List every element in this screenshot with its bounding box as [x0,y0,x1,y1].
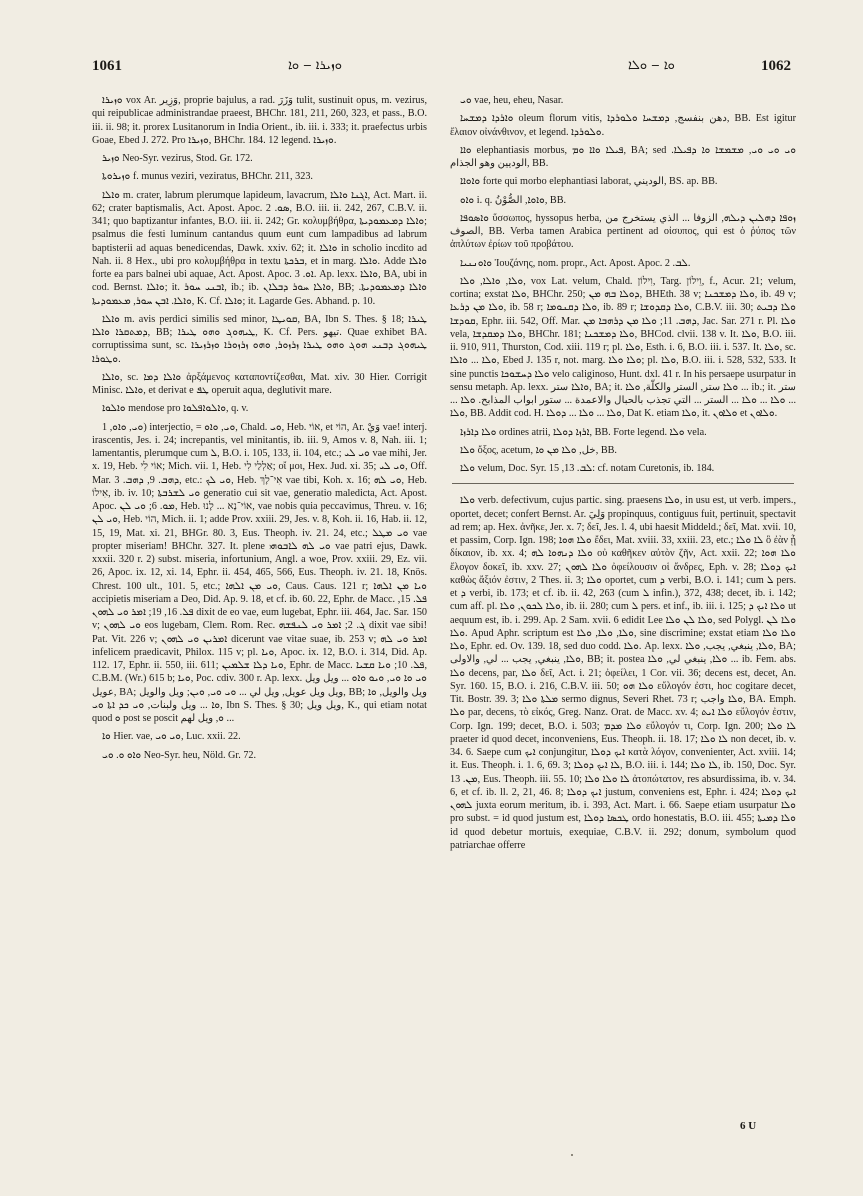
entry-paragraph: ܘܐܪܕܐ ܕܡܫܚܐ oleum florum vitis, دهن بنفسج, ܕܡܫܚܐ ܘܠܘܪܕܐ, BB. Est igitur ἔλαιον οἰνάνθινον, et legend. ܘܠܘܪܕܐ. [450,113,796,138]
entry-paragraph: ܘܙܝܪ Neo-Syr. vezirus, Stod. Gr. 172. [102,153,253,164]
entry-paragraph: ܘܐܣܘܦܐ ὕσσωπος, hyssopus herba, ܙܘܦܐ ܕܗܠܝܢ ܕܝܠܗ, الزوفا ... الذي يستخرج من الصوف, BB. Verba tamen Arabica pertinent ad οἰσυπος, qui est ὁ ῥύπος τῶν ἀπλύτων ἐρίων τοῦ προβάτου. [450,212,796,251]
page-header [92,58,791,80]
entry-paragraph: ܘܙܝܪܐ vox Ar. وَزِير, proprie bajulus, a rad. وَزَرَ tulit, sustinuit opus, m. vezirus, qui reipublicae administrandae praeest, BHChr. 181, 211, 260, 323, et pass., B.O. iii. ii. 98; it. prorex Lusitanorum in India Orient., ib. iii. i. 333; it. praefectus urbis Goae, Ebed J. 272. Pro ܘܙܝܪܐ, BHChr. 184. 12 legend. ܘܙܝܪܐ. [92,95,427,146]
entry-paragraph: ܘܠܐ, ܘܐܠܐ, ܘܠܐ, vox Lat. velum, Chald. וִילוֹן, Targ. וֵילוֹן, f., Acur. 21; velum, cortina; exstat ܘܠܐ, BHChr. 250; ܕܘܠܐ ܒܗ ܡܢ, BHEth. 38 v; ܘܠܐ ܕܡܫܟܢܐ, ib. 49 v; ܘܠܐ ܡܢ ܕܪܥܐ, ib. 58 r; ܘܠܐ ܕܩܢܘܡܐ, ib. 89 r; ܘܠܐ ܕܩܕܘܫܐ, C.B.V. iii. 30; ܘܠܐ ܕܒܝܬ ܩܘܕܫܐ, Ephr. iii. 542, Off. Mar. ܕܗܒ. 11; ܘܠܐ ܡܢ ܕܪܗܒܐ ܡܢ, Jac. Sar. 271 r. Pl. ܘܠܐ vela, ܘܠܐ ܕܡܩܕܫܐ, BHChr. 181; ܘܠܐ ܕܡܫܟܢܐ, BHCod. clvii. 138 v. It. ܘܠܐ, B.O. iii. ii. 910, 911, Thurston, Cod. xiii. 119 r; pl. ܘܠܐ, Esth. i. 6, B.O. iii. i. 537. It. ܘܠܐ, sc. ܘܠܐ ... ܘܐܠܐ, Ebed J. 135 r, not. marg. ܘܠܐ ܘܠܐ; pl. ܘܠܐ, B.O. iii. i. 528, 532, 533. It sine punctis ܘܠܐ ܕܚܫܘܟܐ velo caliginoso, Hunt. dxl. 41 r. In his persaepe usurpatur in sensu metaph. Ap. lexx. ܘܐܠܐ ستر, BA; it. ܘܠܐ ستر, الستر والكلّة, ܘܠܐ ... ib.; it. ستر ... ܘܠܐ ... ܘܠܐ ... الستر ... التي تجذب بالحبال والاعمدة ... ستور ابواب المذابح. ܘܠܐ ... ܘܠܐ, BB. Addit cod. H. ܘܠܐ ... ܘܠܐ ... ܕܘܠܐ, Dat K. etiam ܘܠܐ, it. ܘܠܐܘܢ et ܘܠܐܘܢ. [450,275,796,420]
section-divider [452,483,794,484]
running-head-left: ܘܙܝܪܐ ‒ ܘܐ [288,58,342,73]
entry-paragraph: ܘܐܘ ܘ. ܘܝ Neo-Syr. heu, Nöld. Gr. 72. [102,749,257,761]
entry-paragraph: ܘܐ Hier. vae, ܘܝ ܘܝ, Luc. xxii. 22. [102,731,241,743]
entry-paragraph: ܘܠܐ ὄξος, acetum, خل, ܘܠܐ ܡܢ ܘܐ, BB. [460,444,617,456]
entry-paragraph: ܘܐܠܐ m. avis perdici similis sed minor, ܩܘܝܛܐ, BA, Ibn S. Thes. § 18; ܛܝܪܐ ܕܡܬܩܪܐ ܘܐܠܐ, BB; ܛܝܗܘܓ ܘܗܘ ܛܝܪܐ, K. Cf. Pers. تیهو. Quae exhibet BA. corruptissima sunt, sc. ܛܝܗܘܓ ܕܒܢܝ ܗܘܓ ܘܗܘ ܛܝܪܐ ܙܪܙܘܪ, ܘܗܘ ܙܪܙܘܪܐ ܘܙܪܙܝܪܐ ܘܛܘܪܐ. [92,313,427,365]
entry-paragraph: ܘܐܠܐ, sc. ܘܐܠܐ ܕܡܐ ἀρξάμενος καταποντίζεσθαι, Mat. xiv. 30 Hier. Corrigit Minisc. ܘܐܠܐ, et derivat e ܛܦ operuit aqua, deglutivit mare. [92,371,427,396]
page-number-right: 1062 [761,58,791,74]
left-column [92,94,427,1118]
entry-paragraph: ܘܐܠܐ m. crater, labrum plerumque lapideum, lavacrum, ܐܓܢܐ ܘܐܠܐ, Act. Mart. ii. 62; crater baptismalis, Act. Apost. Apoc. ܣܘ. 2, B.O. iii. ii. 242, 267, C.B.V. ii. 341; quo baptizantur infantes, B.O. iii. ii. 242; Gr. κολυμβήθρα, ܘܐܠܐ ܕܡܥܡܘܕܝܬܐ; psalmus die festi luminum cantandus quum eunt cum lampadibus ad labrum baptisterii ad aquas benedicendas, Dawk. xxiv. 62; it. ܘܐܠܐ in scholio incdito ad Nah. ii. 8 Hex., ubi pro κολυμβήθρα in textu ܒܪܟܬܐ, et in marg. ܘܐܠܐ. Adde ܘܐܠܐ forte ea pars balnei ubi aquae, Act. Apost. Apoc. ܐܘ. 3. Ap. lexx. ܘܐܠܐ, BA, ubi in cod. Bernst. ܘܐܠܐ; it. ܐܒܢܝ ܚܘܪ, ib.; ib. ܘܐܠܐ ܚܘܪ ܕܒܠܐܢ, BB; ܘܐܠܐ ܕܡܥܡܘܕܝܬܐ. ܘܐܠܐ. ܐܒܢ ܚܘܪ, ܡܥܡܘܕܝܬܐ, K. Cf. ܘܐܠܐ; it. Lagarde Ges. Abhand. p. 10. [92,189,427,307]
running-head-right: ܘܐ ‒ ܘܠܐ [628,58,675,73]
entry-paragraph: ܘܝ vae, heu, eheu, Nasar. [460,95,564,106]
entry-paragraph: ܘܝ, ܘܐܘ, 1) interjectio, = ܘܝ, ܘܐܘ, Chald. ܘܝ, Heb. אוֹי, et הוֹי, Ar. وَيْ vae! interj. irascentis, Jes. i. 24; increpantis, vel minitantis, ib. iii. 9, Amos v. 8, Nah. iii. 1; lamentantis, plerumque cum ܠ, B.O. i. 105, 133, ii. 104, etc.; ܘܝ ܠܝ vae mihi, Jer. x. 19, Heb. אוֹי לִי; Mich. vii. 1, Heb. אַלְלַי לִי; οἴ μοι, Hex. Jud. xi. 35; ܘܝ ܠܝ, Off. Mar. ܕܗܒ. 9, ܕܗܒ. 3, etc.: ܘܝ ܠܟ, Heb. אִי־לָךְ vae tibi, Koh. x. 16; ܘܝ ܠܗ, Heb. אִילוֹ, ib. iv. 10; ܘܝ ܠܫܪܒܬܐ generatio cui sit vae, generatio maledicta, Act. Apost. Apoc. ܡܘ. 6; ܘܝ ܠܢ, Heb. אוֹי־נָא ... לָנוּ, vae nobis quia peccavimus, Threu. v. 16; ܘܝ ܠܢ, Heb. הוֹי, Mich. ii. 1; adde Prov. xxiii. 29, Jes. v. 8, Koh. ii. 16, Hab. ii. 12, 15, 19, Mat. xi. 21, BHGr. 80. 3, Eus. Theoph. iv. 21. 24, etc.; ܘܝ ܡܛܠ vae propter miseriam! BHChr. 327. It. plene ܘܝ ܠܗ ܠܐܒܘܗܝ vae patri ejus, Dawk. xxxii. 320 r. 2) subst. miseria, infortunium, Angl. a woe, Prov. xxiii. 29, Ez. vii. 26, Apoc. ix. 12, xi. 14, Ephr. ii. 454, 465, 566, Eus. Theoph. iv. 21. 18, Knös. Chrest. 100 ult., 101. 5, etc.; ܘܝ ܡܢ ܐܠܗܐ, Caus. Caus. 121 r; ܘܝܐ ܡܢ ܐܠܗܐ accipietis miseriam a Deo, Did. Ap. 9. 18, et cf. ib. 60. 22, Ephr. de Macc. ܦܠ. 15, ܦܠ. 16, 19; ܐܡܪ ܘܝ ܠܗܘܢ dixit de eo vae, eum lugebat, Ephr. iii. 464, Jac. Sar. 150 v; ܘܝ ܠܗܘܢ eos lugebam, Clem. Rom. Rec. ܓ. 2; ܐܡܪ ܘܝ ܠܢܦܫܗ dixit vae sibi! Pat. Vit. 226 v; ܐܡܪܝܢ ܘܝ ܠܗܘܢ dicerunt vae vitae suae, ib. 253 v; ܐܡܪ ܘܝ ܠܗ infelicem praedicavit, Philox. 115 v; pl. ܘܝܐ, Apoc. ix. 12, B.O. i. 314, Did. Ap. 112. 17, Ephr. ii. 550, iii. 611; ܘܝܐ ܕܠܐ ܫܠܡܝܢ, Ephr. de Macc. ܦܠ. 10; ܘܝܐ ܩܫܝܐ, C.B.M. (Wr.) 615 b; ܘܝܐ, Poc. cdiv. 300 r. Ap. lexx. ܘܝ ܘܐ ܘܝ, ܘܝܘ ܘܐܘ ... ويل ويل عويل, BA; ويل ويل عويل, ويل لي ... ܘܝ ܘܝ, ܘܝܢ; ويل والويل, BB; ويل والويل, ܘܐ ܘܐ ... ويل ولبنات, ܘܝ ܟܕ ܐܬܐ ܘܝ, Ibn S. Thes. § 30; ويل ويل, K., qui etiam notat quod ܘ post se poscit ܘ, ويل لهم ... [92,421,427,724]
entry-paragraph: ܘܙܝܪܘܬܐ f. munus veziri, veziratus, BHChr. 211, 323. [102,171,313,183]
entry-paragraph: ܘܠܐ verb. defectivum, cujus partic. sing. praesens ܘܠܐ, in usu est, ut verb. impers., oportet, decet; confert Bernst. Ar. وَلِيَ propinquus, contiguus fuit, pertinuit, spectavit ad rem; ap. Hex. ἀνῆκε, Jer. x. 7; δεῖ, Jes. l. 4, ubi haesit Middeld.; δεῖ, Mat. xvii. 10, et passim, Corp. Ign. 198; ܘܠܐ ܗܘܐ ἔδει, Mat. xviii. 33, xxiii. 23, etc.; ܠܐ ܘܠܐ ὃ ἐὰν ᾖ δίκαιον, ib. xx. 4; ܘܠܐ ܕܢܗܘܐ ܠܗ οὐ καθῆκεν αὐτὸν ζῆν, Act. xxii. 22; ܘܠܐ ܗܘܐ ἔλογον δοκεῖ, ib. xxv. 27; ܘܠܐ ܠܗܘܢ ὀφείλουσιν οἱ ἄνδρες, Eph. v. 28; ܐܝܟ ܕܘܠܐ καθὼς ἄξιόν ἐστιν, 2 Thes. ii. 3; ܘܠܐ oportet, cum ܕ verbi, B.O. i. 141; cum ܠ pers. et ܕ verbi, ib. 173; et cf. ib. ii. 42, 263 (cum ܠ infin.), 372, 438; decet, ib. i. 142; cum aff. pl. ܘܠܐ ܠܟܘܢ, ܘܠܐ, ib. ii. 280; cum ܠ pers. et inf., ib. iii. i. 125; ܘܠܐ ܐܝܟ ܕ ut aequum est, ib. i. 299. Ap. 2 Sam. xvii. 6 edidit Lee ܘܠܐ ܠܢ ܘܠܐ, sed Polygl. ܘܠܐ ܠܢ ܘܠܐ. Apud Aphr. scriptum est ܘܠܐ, ܘܠܐ, ܘܠܐ, sine discrimine; exstat etiam ܘܠܐ ܘܠܐ ܘܠܐ, Ephr. ed. Ov. 139. 18, sed duo codd. ܘܠܐ. Ap. lexx. ܘܠܐ, ينبغي, يجب, ܘܠܐ, BA; ܘܠܐ, ينبغي, يجب ... لي, والاولى, BB; it. postea ܘܠܐ, ينبغي لي, ܘܠܐ ... ib. Fem. abs. ܘܠܐ decens, par, ܘܠܐ δεῖ, Act. i. 21; ὀφείλει, 1 Cor. vii. 36; decens est, decet, An. Syr. 160. 15, B.O. i. 216, C.B.V. iii. 50; ܘܠܐ ܗܘ εὔλογόν ἐστι, hoc cogitare decet, Tit. Bostr. 39. 3; ܡܠܬܐ ܘܠܐ sermo dignus, Severi Rhet. 73 r; ܘܠܐ واجب, BA. Emph. ܘܠܐ par, decens, τὸ εἰκός, Greg. Nanz. Orat. de Macc. xv. 4; ܘܠܐ ܐܝܬ εὔλογόν ἐστιν, Corp. Ign. 199; decet, B.O. i. 503; ܘܠܐ ܡܕܡ εὔλογόν τι, Corp. Ign. 200; ܠܐ ܘܠܐ praeter id quod decet, inconveniens, Eus. Theoph. ii. 18. 17; ܠܐ ܘܠܐ non decet, ib. v. 34. 6. Saepe cum ܐܝܟ conjungitur, ܐܝܟ ܕܘܠܐ κατὰ λόγον, convenienter, Act. xviii. 14; it. Eus. Theoph. i. 1. 6, 69. 3; ܠܐ ܐܝܟ ܕܘܠܐ, B.O. iii. i. 144; ܠܐ ܘܠܐ, ib. 150, Doc. Syr. ܡܢ. 13, Eus. Theoph. iii. 55. 10; ܠܐ ܘܠܐ ܘܠܐ ἀτοπώτατον, res absurdissima, ib. v. 34. 6, et cf. ib. ll. 2, 21, 46. 8; ܐܝܟ ܕܘܠܐ justum, conveniens est, Ephr. i. 424; ܐܝܟ ܕܘܠܐ ܠܗܘܢ juxta eorum meritum, ib. i. 393, Act. Mart. i. 66. Saepe etiam usurpatur ܘܠܐ pro subst. = id quod justum est, ܛܟܣܐ ܕܘܠܐ ordo honestatis, B.O. iii. 455; ܘܠܐ ܕܡܝܬܐ id quod debetur mortuis, exequiae, C.B.V. ii. 292; donum, symbolum quod patriarchae offerre [450,495,796,851]
signature-mark: 6 U [740,1120,757,1132]
entry-paragraph: ܘܠܐ velum, Doc. Syr. ܠܒ. 13, 15: cf. notam Curetonis, ib. 184. [460,463,715,474]
entry-paragraph: ܘܐܘܐܐ forte qui morbo elephantiasi laborat, الوديني, BS. ap. BB. [460,176,718,188]
entry-paragraph: ܘܐܘܢܢܝܐ Ἰουζάνης, nom. propr., Act. Apost. Apoc. ܠܒ. 2. [460,257,691,269]
paper-speck [571,1154,573,1156]
entry-paragraph: ܘܐܐ elephantiasis morbus, ܦܝܠܐ ܘܐܐ ܘܡ, BA; sed ܘܝ ܘܝ ܘܝ, ܡܫܡܫܐ ܘܐ ܕܦܝܠܐ. الوديين وهو الجذام, BB. [450,144,796,169]
page-number-left: 1061 [92,58,122,74]
entry-paragraph: ܘܠܐ ܕܐܪܙܐ ordines atrii, ܐܪܙܐ ܕܘܠܐ, BB. Forte legend. ܘܠܐ vela. [460,426,707,438]
entry-paragraph: ܘܐܘ i. q. ܘܐܘܐ, الصُّوْنُ, BB. [460,194,567,206]
right-column [450,94,796,1119]
entry-paragraph: ܘܐܠܘܐ mendose pro ܘܐܠܘܐܦܠܘܐ, q. v. [102,403,249,415]
